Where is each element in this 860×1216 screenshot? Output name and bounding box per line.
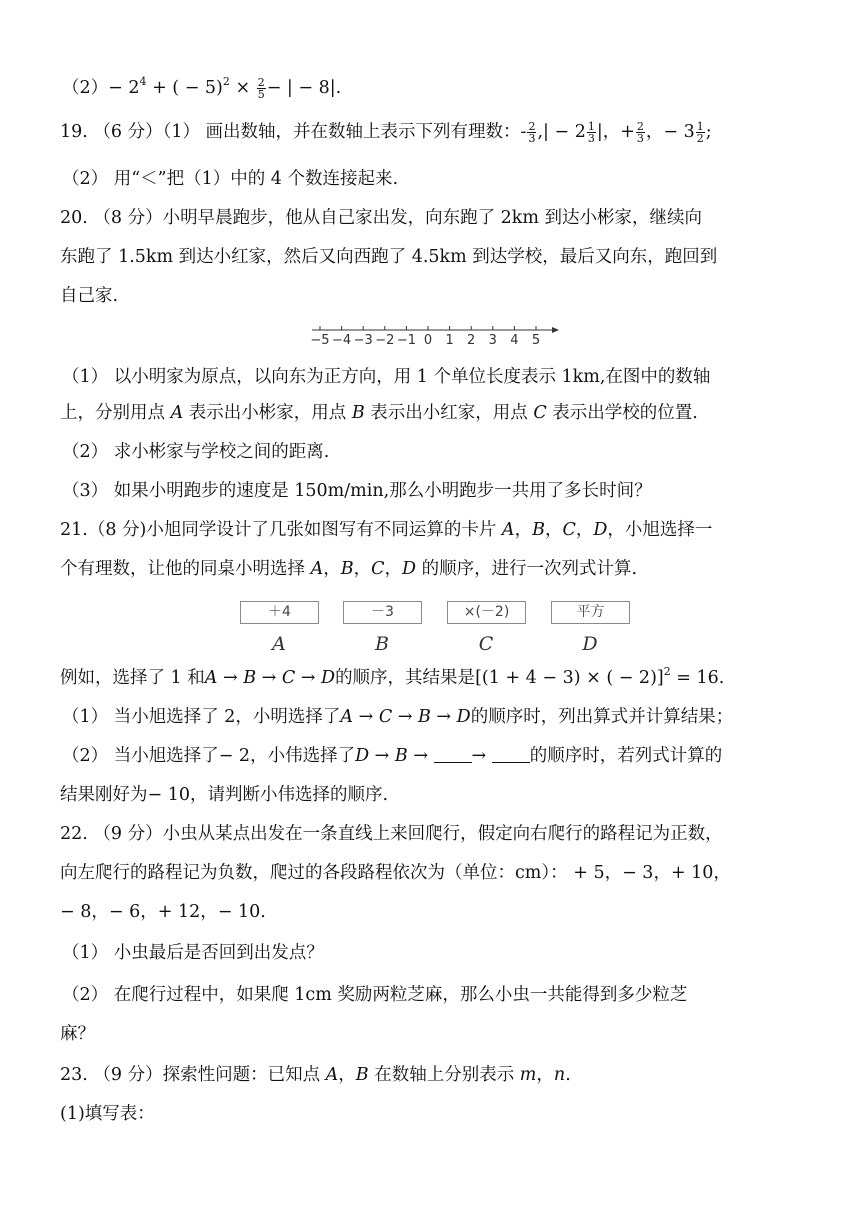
q19-line2: （2） 用“＜”把（1）中的 4 个数连接起来. (62, 169, 399, 189)
q21-part2-line2: 结果刚好为− 10，请判断小伟选择的顺序. (60, 785, 389, 805)
number-line-arrow (552, 327, 559, 333)
card-label-d: D (582, 633, 598, 655)
q21-line1: 21.（8 分)小旭同学设计了几张如图写有不同运算的卡片 A，B，C，D，小旭选择一 (60, 520, 713, 540)
q20-line1: 20. （8 分）小明早晨跑步，他从自己家出发，向东跑了 2km 到达小彬家，继续向 (60, 208, 703, 228)
fraction: $\frac{1}{3}$ (587, 120, 595, 145)
q20-part2: （2） 求小彬家与学校之间的距离. (62, 442, 330, 462)
q22-part2-line2: 麻？ (60, 1024, 95, 1044)
number-line-tick-label: −3 (353, 333, 373, 348)
answer-blank-1[interactable] (434, 744, 472, 763)
q22-line3: − 8，− 6，+ 12，− 10. (60, 902, 266, 922)
answer-blank-2[interactable] (492, 744, 530, 763)
number-line-tick-label: −2 (375, 333, 395, 348)
fraction: $\frac{2}{3}$ (636, 120, 644, 145)
number-line-tick-label: 4 (510, 333, 519, 348)
number-line-tick-label: −5 (310, 333, 330, 348)
q20-part1-line1: （1） 以小明家为原点，以向东为正方向，用 1 个单位长度表示 1km,在图中的数轴 (62, 367, 711, 387)
q18-part2: $(2)- 2^4$ + ( − 5)$^2$ × $\frac{2}{5}$ − | − 8|. (62, 75, 342, 101)
card-c: ×(－2) (447, 601, 526, 624)
q22-part1: （1） 小虫最后是否回到出发点？ (62, 943, 324, 963)
number-line (308, 318, 560, 348)
card-label-c: C (478, 633, 494, 655)
number-line-tick-label: −4 (332, 333, 352, 348)
card-label-b: B (375, 633, 389, 655)
q20-part3: （3） 如果小明跑步的速度是 150m/min,那么小明跑步一共用了多长时间？ (62, 481, 652, 501)
q23-line1: 23. （9 分）探索性问题：已知点 A，B 在数轴上分别表示 m，n. (60, 1065, 571, 1085)
number-line-tick-label: 2 (467, 333, 476, 348)
card-d: 平方 (551, 601, 630, 624)
q21-part2: （2） 当小旭选择了− 2，小伟选择了D → B → → 的顺序时，若列式计算的 (62, 746, 723, 766)
q21-part1: （1） 当小旭选择了 2，小明选择了A → C → B → D的顺序时，列出算式并计算结果； (62, 707, 734, 727)
number-line-tick-label: −1 (396, 333, 416, 348)
q20-line3: 自己家. (60, 286, 119, 306)
number-line-tick-label: 3 (488, 333, 497, 348)
number-line-tick-label: 0 (423, 333, 433, 348)
q21-example: 例如，选择了 1 和A → B → C → D的顺序，其结果是[(1 + 4 − 3) × ( − 2)]$^2$ = 16. (60, 665, 725, 688)
q21-line2: 个有理数，让他的同桌小明选择 A，B，C，D 的顺序，进行一次列式计算. (60, 559, 638, 579)
card-label-a: A (272, 633, 286, 655)
card-b: －3 (343, 601, 422, 624)
fraction: $\frac{2}{3}$ (528, 120, 536, 145)
fraction: $\frac{2}{5}$ (257, 76, 265, 101)
q19-line1: 19. （6 分）（1） 画出数轴，并在数轴上表示下列有理数：- $\frac{2}{3}$ ,| − 2 $\frac{1}{3}$ |，+ $\frac{2}{3}$ ，− 3 $\frac{1}{2}$ ; (60, 120, 712, 145)
q22-line2: 向左爬行的路程记为负数，爬过的各段路程依次为（单位：cm）： + 5，− 3，+ 10， (60, 863, 731, 883)
q22-part2: （2） 在爬行过程中，如果爬 1cm 奖励两粒芝麻，那么小虫一共能得到多少粒芝 (62, 985, 688, 1005)
number-line-ticks (310, 326, 540, 348)
card-a: ＋4 (240, 601, 319, 624)
q23-part1: (1)填写表： (60, 1104, 155, 1124)
fraction: $\frac{1}{2}$ (696, 120, 704, 145)
q20-part1-line2: 上，分别用点 A 表示出小彬家，用点 B 表示出小红家，用点 C 表示出学校的位置. (60, 403, 698, 423)
number-line-tick-label: 1 (445, 333, 454, 348)
q22-line1: 22. （9 分）小虫从某点出发在一条直线上来回爬行，假定向右爬行的路程记为正数， (60, 824, 723, 844)
q20-line2: 东跑了 1.5km 到达小红家，然后又向西跑了 4.5km 到达学校，最后又向东，跑回到 (60, 247, 718, 267)
number-line-tick-label: 5 (531, 333, 541, 348)
